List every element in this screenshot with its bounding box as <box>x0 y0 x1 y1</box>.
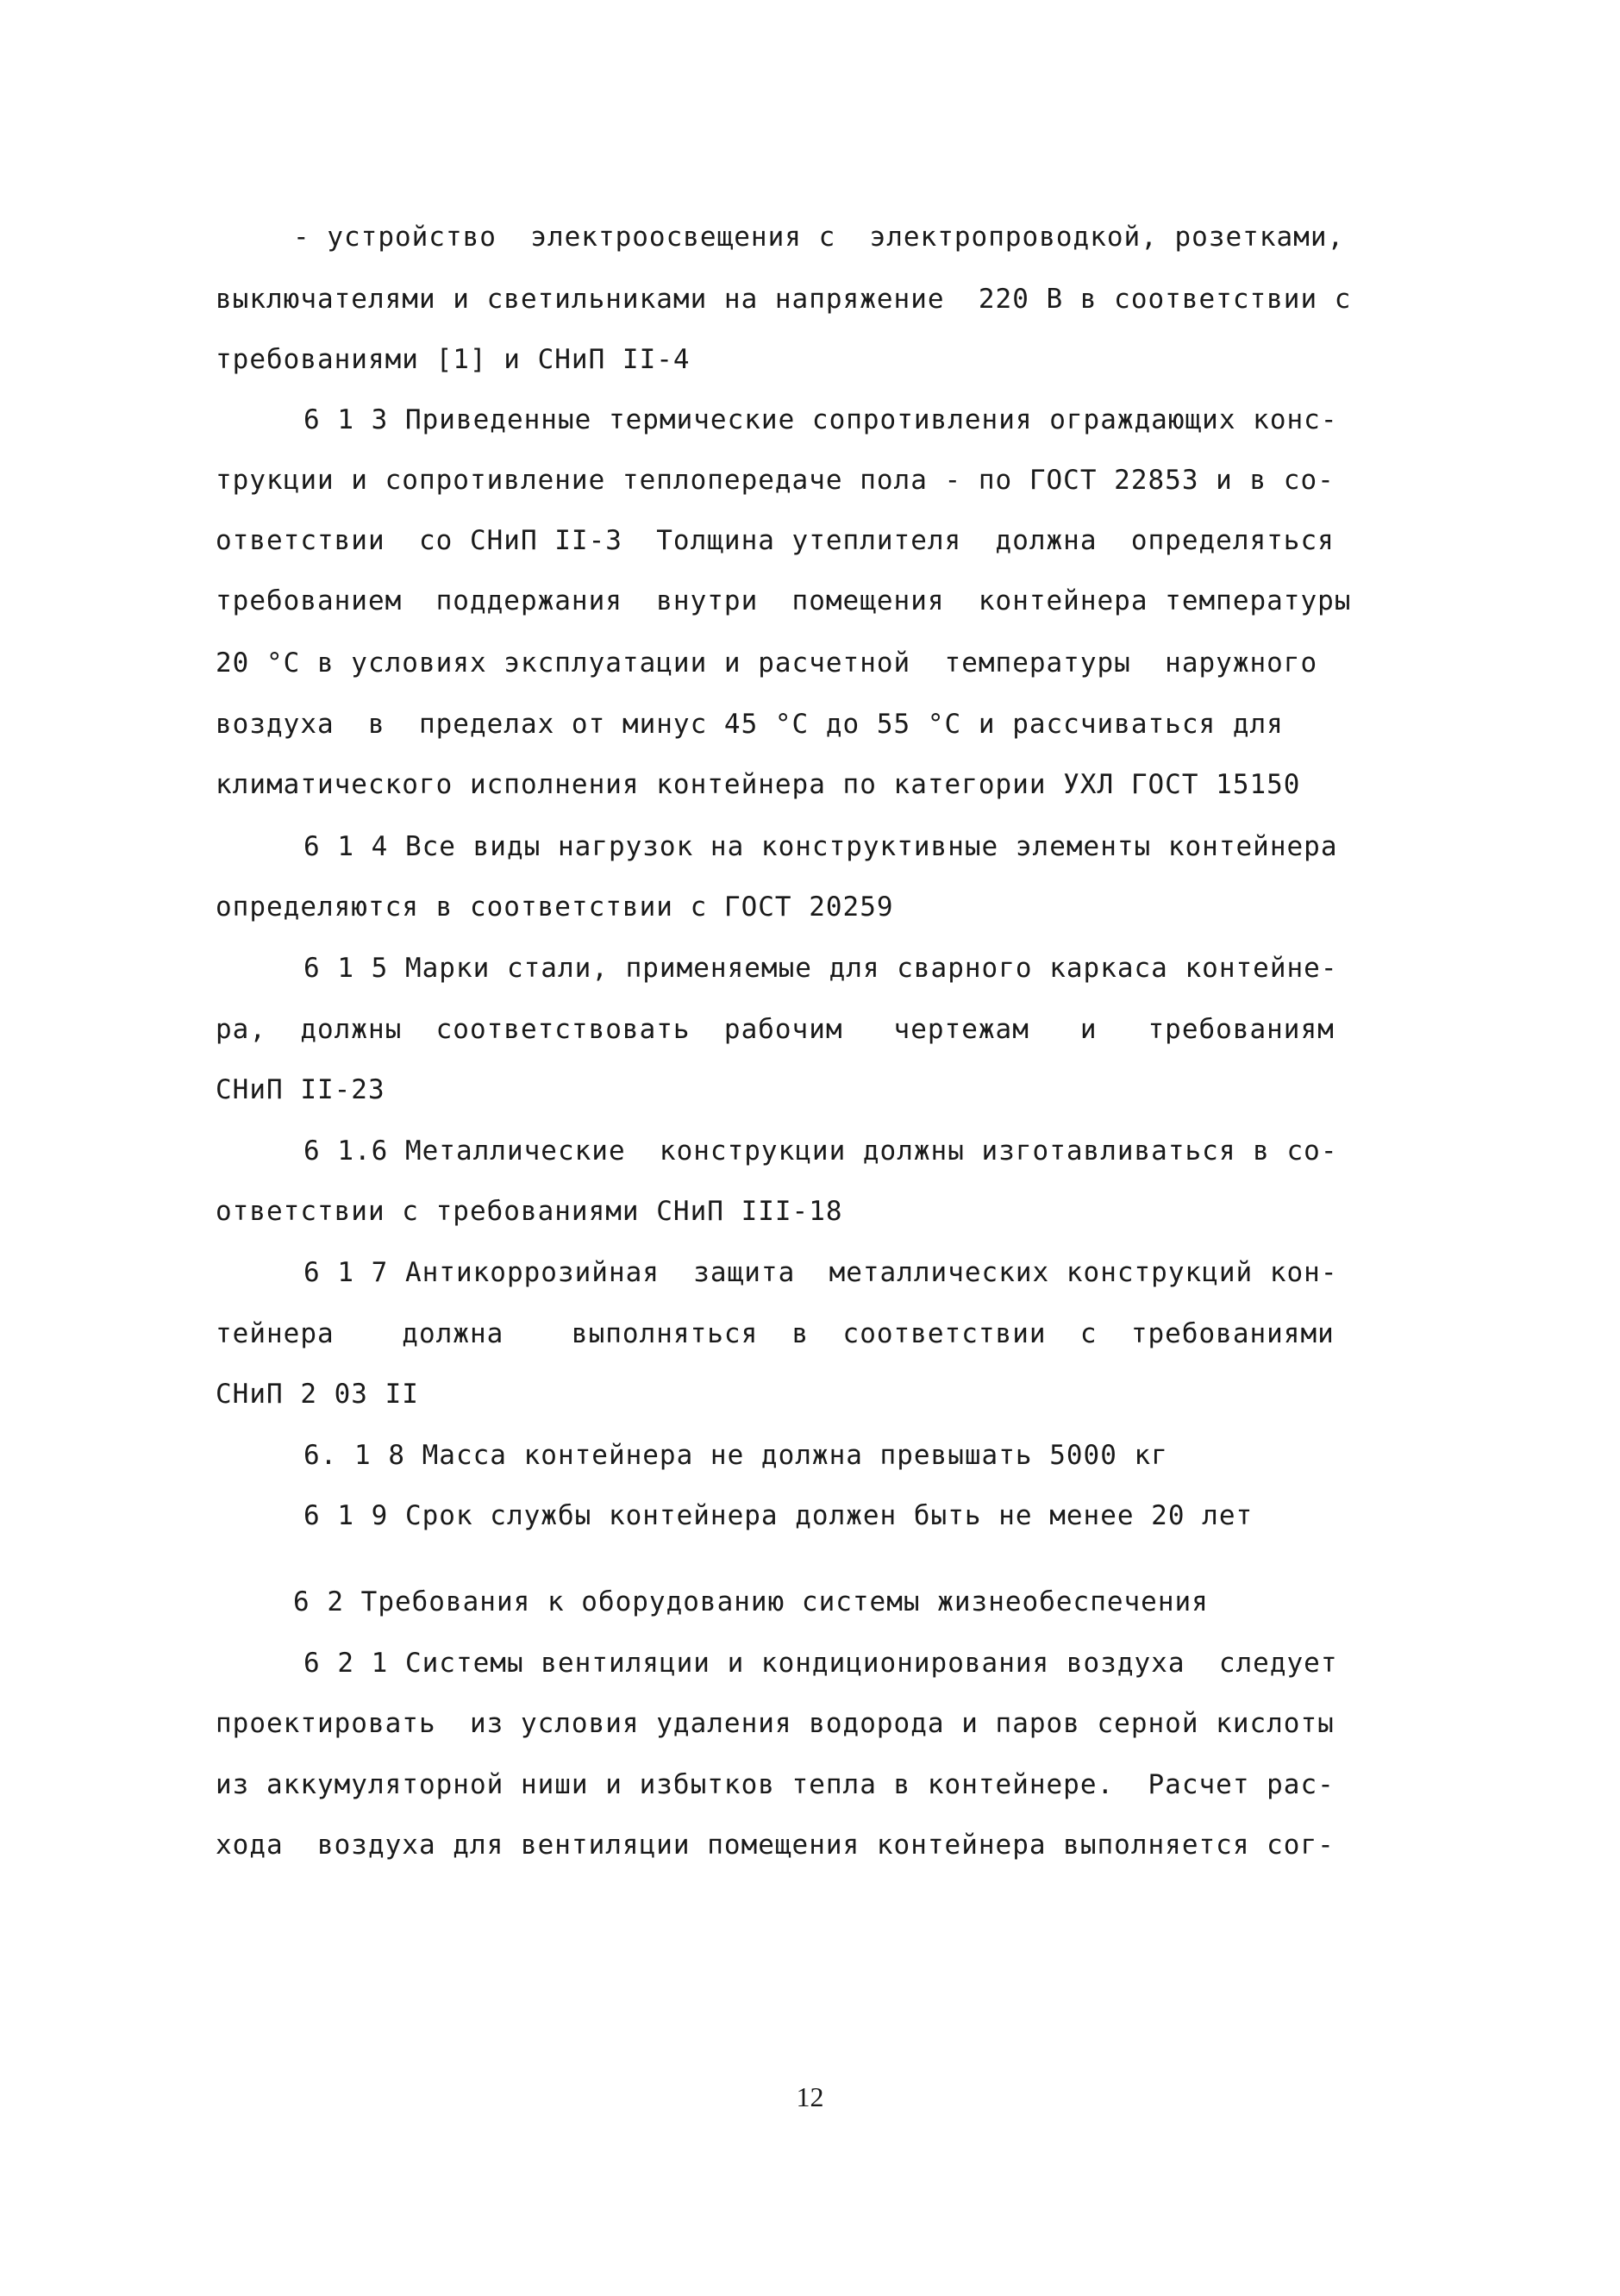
text-line-14: ра, должны соответствовать рабочим чертежам и требованиям <box>216 1014 1335 1045</box>
text-line-4: 6 1 3 Приведенные термические сопротивления ограждающих конс- <box>303 404 1338 435</box>
text-line-2: выключателями и светильниками на напряжение 220 В в соответствии с <box>216 284 1352 315</box>
text-line-6: ответствии со СНиП II-3 Толщина утеплителя должна определяться <box>216 525 1335 556</box>
text-line-16: 6 1.6 Металлические конструкции должны изготавливаться в со- <box>303 1135 1338 1167</box>
text-line-24: проектировать из условия удаления водорода и паров серной кислоты <box>216 1708 1335 1739</box>
text-line-15: СНиП II-23 <box>216 1074 385 1105</box>
text-line-26: хода воздуха для вентиляции помещения контейнера выполняется сог- <box>216 1830 1335 1861</box>
text-line-10: климатического исполнения контейнера по категории УХЛ ГОСТ 15150 <box>216 769 1301 800</box>
text-line-8: 20 °С в условиях эксплуатации и расчетной температуры наружного <box>216 648 1318 679</box>
section-heading: 6 2 Требования к оборудованию системы жизнеобеспечения <box>293 1586 1209 1617</box>
text-line-25: из аккумуляторной ниши и избытков тепла в контейнере. Расчет рас- <box>216 1769 1335 1800</box>
text-line-3: требованиями [1] и СНиП II-4 <box>216 344 691 375</box>
text-line-20: СНиП 2 03 II <box>216 1379 419 1410</box>
text-line-21: 6. 1 8 Масса контейнера не должна превышать 5000 кг <box>303 1440 1168 1471</box>
text-line-23: 6 2 1 Системы вентиляции и кондиционирования воздуха следует <box>303 1648 1338 1679</box>
text-line-17: ответствии с требованиями СНиП III-18 <box>216 1196 843 1227</box>
text-line-18: 6 1 7 Антикоррозийная защита металлических конструкций кон- <box>303 1257 1338 1288</box>
text-line-11: 6 1 4 Все виды нагрузок на конструктивные элементы контейнера <box>303 831 1338 862</box>
text-line-13: 6 1 5 Марки стали, применяемые для сварного каркаса контейне- <box>303 953 1338 984</box>
text-line-7: требованием поддержания внутри помещения контейнера температуры <box>216 585 1352 616</box>
text-line-12: определяются в соответствии с ГОСТ 20259 <box>216 891 894 923</box>
text-line-5: трукции и сопротивление теплопередаче пола - по ГОСТ 22853 и в со- <box>216 465 1335 496</box>
text-line-22: 6 1 9 Срок службы контейнера должен быть не менее 20 лет <box>303 1500 1254 1531</box>
text-line-1: - устройство электроосвещения с электропроводкой, розетками, <box>293 222 1345 253</box>
page-number: 12 <box>796 2081 824 2112</box>
text-line-19: тейнера должна выполняться в соответствии с требованиями <box>216 1318 1335 1349</box>
text-line-9: воздуха в пределах от минус 45 °С до 55 °С и рассчиваться для <box>216 709 1284 740</box>
